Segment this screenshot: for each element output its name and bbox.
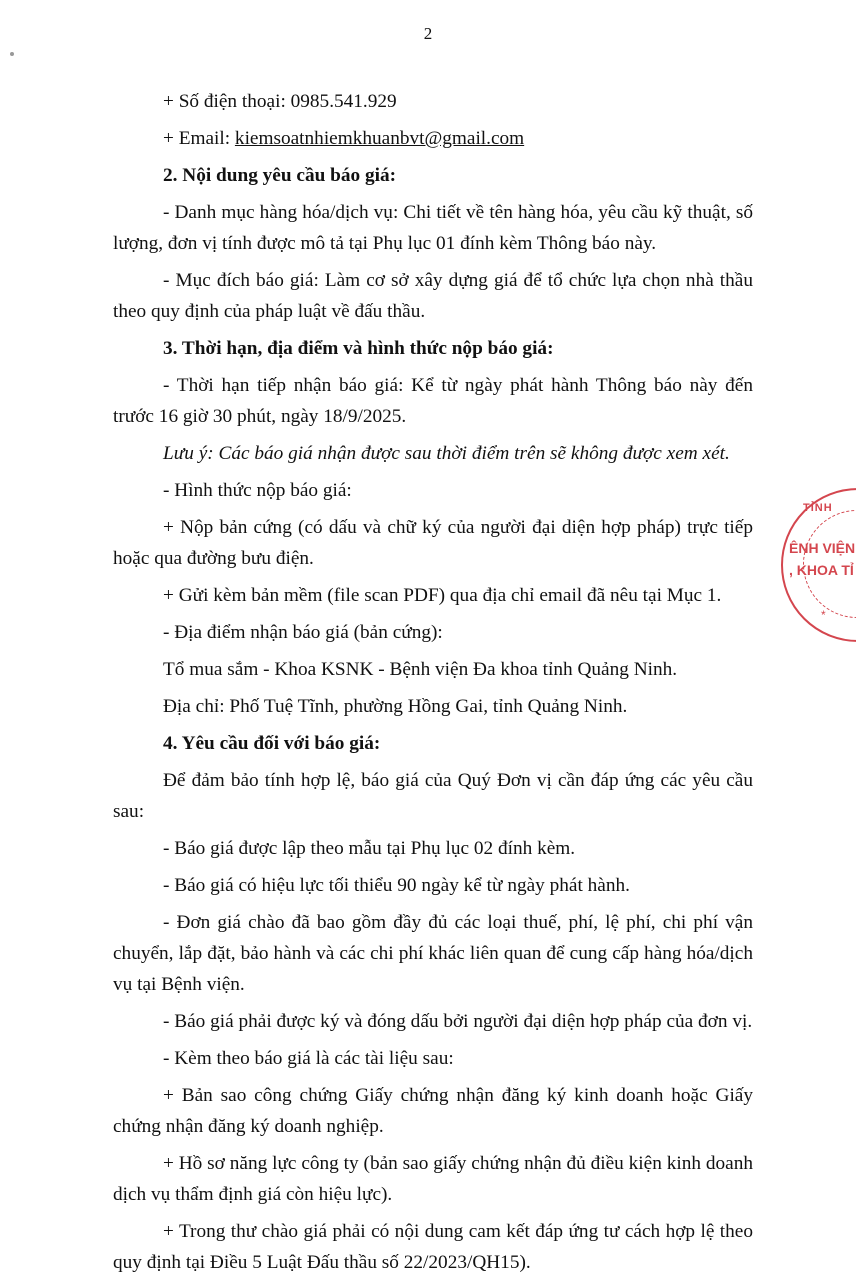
contact-phone: + Số điện thoại: 0985.541.929 xyxy=(163,91,397,112)
section-2-item: - Danh mục hàng hóa/dịch vụ: Chi tiết về tên hàng hóa, yêu cầu kỹ thuật, số lượng, đơn vị tính được mô tả tại Phụ lục 01 đính kèm Thông báo này. xyxy=(113,202,753,254)
section-3-location-unit: Tổ mua sắm - Khoa KSNK - Bệnh viện Đa khoa tỉnh Quảng Ninh. xyxy=(163,659,678,680)
contact-email-prefix: + Email: xyxy=(163,128,235,149)
stamp-line-2: , KHOA TỈ xyxy=(789,562,854,578)
stamp-top-text: TỈNH xyxy=(803,502,833,514)
page-number: 2 xyxy=(423,24,433,43)
document-body xyxy=(113,86,753,1284)
section-4-title: 4. Yêu cầu đối với báo giá: xyxy=(163,733,381,754)
section-4-item: - Báo giá có hiệu lực tối thiểu 90 ngày kể từ ngày phát hành. xyxy=(163,875,630,896)
section-4-item: - Kèm theo báo giá là các tài liệu sau: xyxy=(163,1048,454,1069)
section-3-form-hard: + Nộp bản cứng (có dấu và chữ ký của người đại diện hợp pháp) trực tiếp hoặc qua đường bưu điện. xyxy=(113,517,753,569)
scan-artifact xyxy=(10,52,14,56)
section-3-form-label: - Hình thức nộp báo giá: xyxy=(163,480,352,501)
section-4-attachment: + Bản sao công chứng Giấy chứng nhận đăng ký kinh doanh hoặc Giấy chứng nhận đăng ký doanh nghiệp. xyxy=(113,1085,753,1137)
section-3-note: Lưu ý: Các báo giá nhận được sau thời điểm trên sẽ không được xem xét. xyxy=(163,443,730,464)
official-stamp xyxy=(781,488,856,642)
section-4-intro: Để đảm bảo tính hợp lệ, báo giá của Quý Đơn vị cần đáp ứng các yêu cầu sau: xyxy=(113,770,753,822)
contact-email-line xyxy=(113,123,753,154)
stamp-star-icon: * xyxy=(821,608,826,622)
section-3-deadline: - Thời hạn tiếp nhận báo giá: Kể từ ngày phát hành Thông báo này đến trước 16 giờ 30 phút, ngày 18/9/2025. xyxy=(113,375,753,427)
section-2-item: - Mục đích báo giá: Làm cơ sở xây dựng giá để tổ chức lựa chọn nhà thầu theo quy định của pháp luật về đấu thầu. xyxy=(113,270,753,322)
section-4-attachment: + Trong thư chào giá phải có nội dung cam kết đáp ứng tư cách hợp lệ theo quy định tại Điều 5 Luật Đấu thầu số 22/2023/QH15). xyxy=(113,1221,753,1273)
stamp-line-1: ÊNH VIỆN xyxy=(789,540,856,556)
contact-email-link[interactable]: kiemsoatnhiemkhuanbvt@gmail.com xyxy=(234,128,525,149)
section-3-title: 3. Thời hạn, địa điểm và hình thức nộp báo giá: xyxy=(163,338,554,359)
section-4-attachment: + Hồ sơ năng lực công ty (bản sao giấy chứng nhận đủ điều kiện kinh doanh dịch vụ thẩm định giá còn hiệu lực). xyxy=(113,1153,753,1205)
section-3-location-address: Địa chỉ: Phố Tuệ Tĩnh, phường Hồng Gai, tỉnh Quảng Ninh. xyxy=(163,696,628,717)
section-3-form-soft: + Gửi kèm bản mềm (file scan PDF) qua địa chỉ email đã nêu tại Mục 1. xyxy=(163,585,722,606)
section-2-title: 2. Nội dung yêu cầu báo giá: xyxy=(163,165,397,186)
section-3-location-label: - Địa điểm nhận báo giá (bản cứng): xyxy=(163,622,443,643)
section-4-item: - Đơn giá chào đã bao gồm đầy đủ các loại thuế, phí, lệ phí, chi phí vận chuyển, lắp đặt, bảo hành và các chi phí khác liên quan để cung cấp hàng hóa/dịch vụ tại Bệnh viện. xyxy=(113,912,753,995)
section-4-item: - Báo giá được lập theo mẫu tại Phụ lục 02 đính kèm. xyxy=(163,838,576,859)
section-4-item: - Báo giá phải được ký và đóng dấu bởi người đại diện hợp pháp của đơn vị. xyxy=(163,1011,753,1032)
